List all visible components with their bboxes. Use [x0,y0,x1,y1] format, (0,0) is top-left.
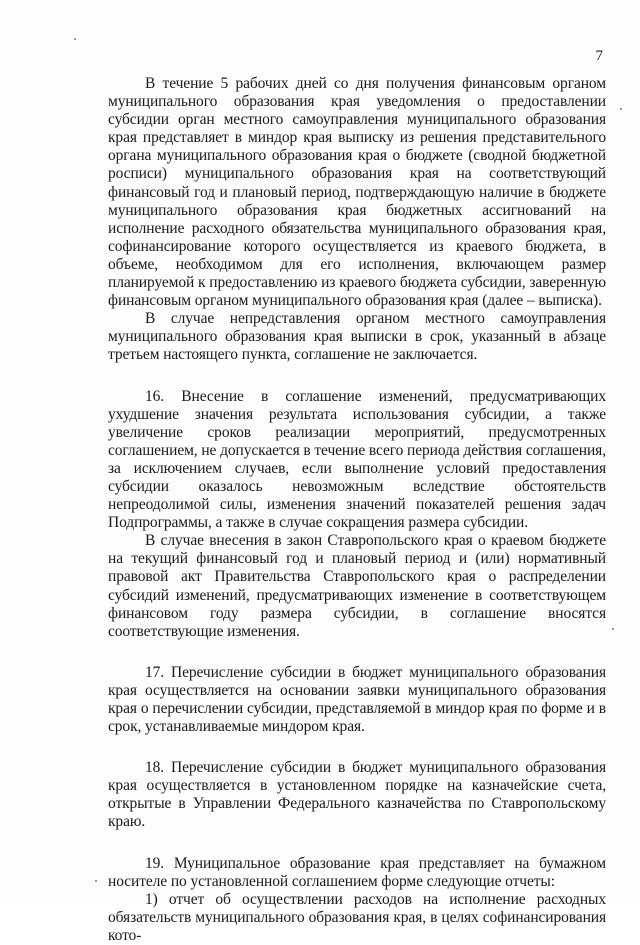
scan-speck [612,628,614,630]
paragraph-clause-17: 17. Перечисление субсидии в бюджет муниципального образования края осуществляется на основании заявки муниципального образования края о перечислении субсидии, представляемой в миндор края по форме и в срок, устанавливаемые миндором края. [108,663,606,736]
document-body [108,75,606,945]
paragraph-spacer [108,736,606,759]
paragraph-budget-law-changes: В случае внесения в закон Ставропольского края о краевом бюджете на текущий финансовый год и плановый период и (или) нормативный правовой акт Правительства Ставропольского края о распределении субсидий изменений, предусматривающих изменение в соответствующем финансовом году размера субсидии, в соглашение вносятся соответствующие изменения. [108,532,606,640]
scan-speck [95,880,97,882]
paragraph-subsidy-statement: В течение 5 рабочих дней со дня получения финансовым органом муниципального образования края уведомления о предоставлении субсидии орган местного самоуправления муниципального образования края представляет в миндор края выписку из решения представительного органа муниципального образования края о бюджете (сводной бюджетной росписи) муниципального образования края на соответствующий финансовый год и плановый период, подтверждающую наличие в бюджете муниципального образования края бюджетных ассигнований на исполнение расходного обязательства муниципального образования края, софинансирование которого осуществляется из краевого бюджета, в объеме, необходимом для его исполнения, включающем размер планируемой к предоставлению из краевого бюджета субсидии, заверенную финансовым органом муниципального образования края (далее – выписка). [108,75,606,310]
paragraph-spacer [108,641,606,664]
paragraph-spacer [108,832,606,855]
scan-speck [620,108,622,110]
paragraph-statement-not-provided: В случае непредставления органом местного самоуправления муниципального образования края выписки в срок, указанный в абзаце третьем настоящего пункта, соглашение не заключается. [108,310,606,364]
paragraph-report-item-1: 1) отчет об осуществлении расходов на исполнение расходных обязательств муниципального образования края, в целях софинансирования кото- [108,890,606,944]
paragraph-clause-19: 19. Муниципальное образование края представляет на бумажном носителе по установленной соглашением форме следующие отчеты: [108,854,606,890]
scan-speck [74,38,76,40]
paragraph-clause-16: 16. Внесение в соглашение изменений, предусматривающих ухудшение значения результата использования субсидии, а также увеличение сроков реализации мероприятий, предусмотренных соглашением, не допускается в течение всего периода действия соглашения, за исключением случаев, если выполнение условий предоставления субсидии оказалось невозможным вследствие обстоятельств непреодолимой силы, изменения значений показателей решения задач Подпрограммы, а также в случае сокращения размера субсидии. [108,387,606,532]
paragraph-clause-18: 18. Перечисление субсидии в бюджет муниципального образования края осуществляется в установленном порядке на казначейские счета, открытые в Управлении Федерального казначейства по Ставропольскому краю. [108,759,606,831]
page-number: 7 [595,48,603,64]
paragraph-spacer [108,365,606,388]
